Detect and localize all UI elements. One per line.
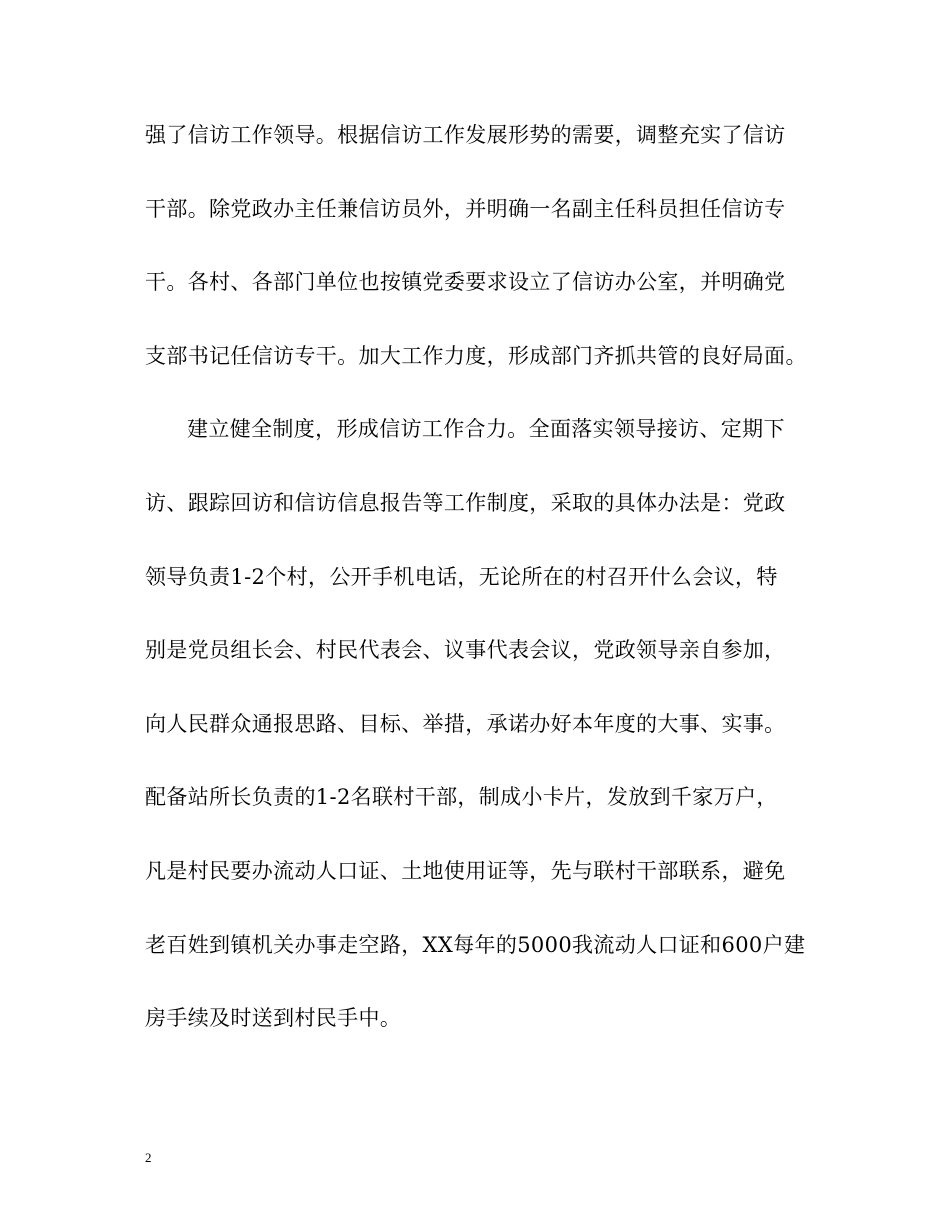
text-line: 配备站所长负责的1-2名联村干部，制成小卡片，发放到千家万户， <box>145 785 778 810</box>
text-line: 房手续及时送到村民手中。 <box>145 1006 402 1031</box>
body-text <box>145 122 815 1079</box>
text-line: 别是党员组长会、村民代表会、议事代表会议，党政领导亲自参加， <box>145 638 786 663</box>
text-line: 强了信访工作领导。根据信访工作发展形势的需要，调整充实了信访 <box>145 123 786 147</box>
text-line: 支部书记任信访专干。加大工作力度，形成部门齐抓共管的良好局面。 <box>145 343 807 368</box>
page-number: 2 <box>145 1150 152 1165</box>
text-line: 建立健全制度，形成信访工作合力。全面落实领导接访、定期下 <box>187 417 785 442</box>
text-line: 领导负责1-2个村，公开手机电话，无论所在的村召开什么会议，特 <box>145 564 778 589</box>
text-line: 凡是村民要办流动人口证、土地使用证等，先与联村干部联系，避免 <box>145 858 786 883</box>
text-line: 老百姓到镇机关办事走空路，XX每年的5000我流动人口证和600户建 <box>145 932 806 957</box>
paragraph-2 <box>145 416 815 1031</box>
text-line: 向人民群众通报思路、目标、举措，承诺办好本年度的大事、实事。 <box>145 711 786 736</box>
text-line: 干。各村、各部门单位也按镇党委要求设立了信访办公室，并明确党 <box>145 270 786 295</box>
text-line: 访、跟踪回访和信访信息报告等工作制度，采取的具体办法是：党政 <box>145 490 786 515</box>
text-line: 干部。除党政办主任兼信访员外，并明确一名副主任科员担任信访专 <box>145 196 786 221</box>
paragraph-1 <box>145 122 815 369</box>
